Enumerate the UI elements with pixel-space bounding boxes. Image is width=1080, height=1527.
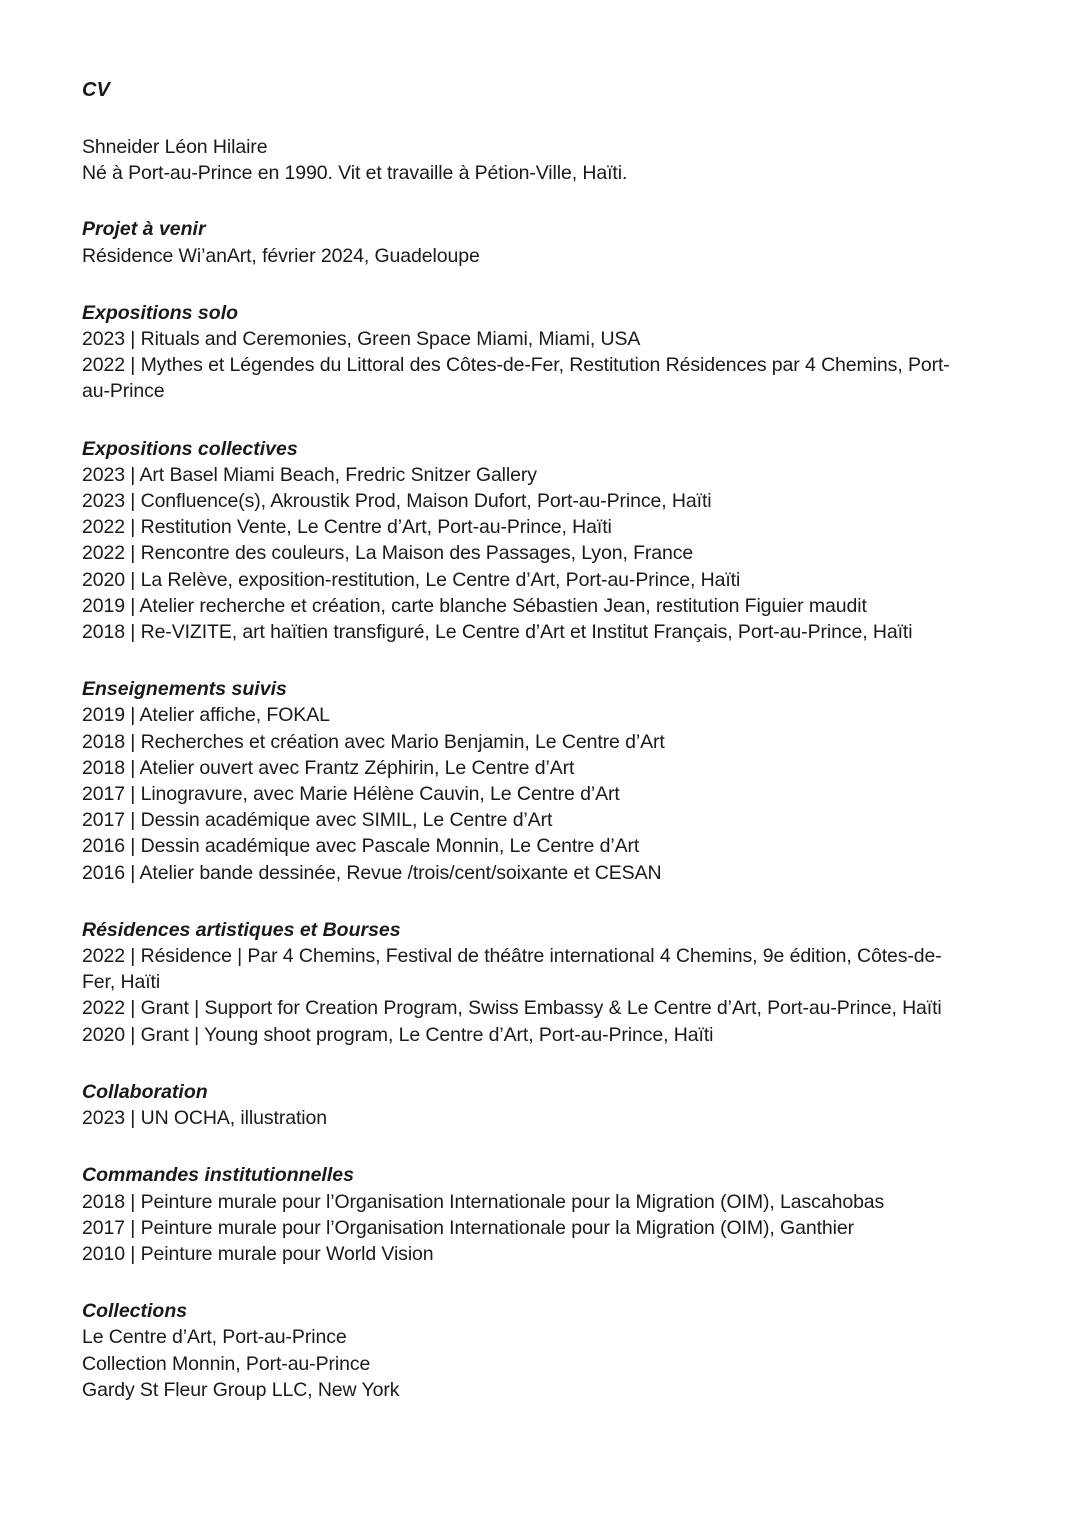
section-line: Gardy St Fleur Group LLC, New York xyxy=(82,1378,400,1401)
section-solo-exhibitions xyxy=(82,300,1012,405)
intro-block xyxy=(82,134,1012,186)
section-line: 2016 | Dessin académique avec Pascale Monnin, Le Centre d’Art xyxy=(82,835,640,858)
section-line: 2020 | Grant | Young shoot program, Le Centre d’Art, Port-au-Prince, Haïti xyxy=(82,1023,714,1046)
section-line: Résidence Wi’anArt, février 2024, Guadeloupe xyxy=(82,244,480,267)
section-line: 2017 | Linogravure, avec Marie Hélène Cauvin, Le Centre d’Art xyxy=(82,783,620,806)
section-heading: Collections xyxy=(82,1300,188,1323)
document-title: CV xyxy=(82,79,110,101)
section-training xyxy=(82,676,1012,886)
section-line: Fer, Haïti xyxy=(82,971,161,994)
section-line: 2016 | Atelier bande dessinée, Revue /trois/cent/soixante et CESAN xyxy=(82,861,662,884)
section-heading: Expositions solo xyxy=(82,301,239,324)
section-heading: Collaboration xyxy=(82,1080,208,1103)
section-line: 2019 | Atelier affiche, FOKAL xyxy=(82,704,330,727)
section-line: au-Prince xyxy=(82,380,165,403)
section-line: 2018 | Peinture murale pour l’Organisation Internationale pour la Migration (OIM), Lascahobas xyxy=(82,1190,885,1213)
section-upcoming-project xyxy=(82,216,1012,268)
section-heading: Expositions collectives xyxy=(82,437,298,460)
artist-name: Shneider Léon Hilaire xyxy=(82,136,268,158)
section-line: 2018 | Atelier ouvert avec Frantz Zéphirin, Le Centre d’Art xyxy=(82,756,575,779)
section-group-exhibitions xyxy=(82,436,1012,646)
cv-page xyxy=(82,76,1012,1434)
section-line: 2022 | Restitution Vente, Le Centre d’Art, Port-au-Prince, Haïti xyxy=(82,516,612,539)
section-heading: Projet à venir xyxy=(82,218,206,241)
section-line: 2020 | La Relève, exposition-restitution, Le Centre d’Art, Port-au-Prince, Haïti xyxy=(82,568,741,591)
section-heading: Enseignements suivis xyxy=(82,678,287,701)
section-line: 2018 | Re-VIZITE, art haïtien transfiguré, Le Centre d’Art et Institut Français, Port-au-Prince, Haïti xyxy=(82,621,913,644)
section-line: 2017 | Peinture murale pour l’Organisation Internationale pour la Migration (OIM), Ganthier xyxy=(82,1216,855,1239)
section-line: 2010 | Peinture murale pour World Vision xyxy=(82,1242,434,1265)
section-line: 2022 | Résidence | Par 4 Chemins, Festival de théâtre international 4 Chemins, 9e édition, Côtes-de- xyxy=(82,945,942,968)
section-line: 2023 | Rituals and Ceremonies, Green Space Miami, Miami, USA xyxy=(82,328,641,351)
section-line: 2023 | UN OCHA, illustration xyxy=(82,1107,328,1130)
section-residencies-grants xyxy=(82,917,1012,1048)
section-line: Collection Monnin, Port-au-Prince xyxy=(82,1352,371,1375)
section-institutional-commissions xyxy=(82,1162,1012,1267)
section-line: 2022 | Grant | Support for Creation Program, Swiss Embassy & Le Centre d’Art, Port-au-Prince, Haïti xyxy=(82,997,942,1020)
section-heading: Commandes institutionnelles xyxy=(82,1164,354,1187)
section-collaboration xyxy=(82,1079,1012,1131)
section-line: 2022 | Rencontre des couleurs, La Maison des Passages, Lyon, France xyxy=(82,542,694,565)
section-line: 2017 | Dessin académique avec SIMIL, Le Centre d’Art xyxy=(82,809,553,832)
section-line: Le Centre d’Art, Port-au-Prince xyxy=(82,1326,347,1349)
section-line: 2023 | Confluence(s), Akroustik Prod, Maison Dufort, Port-au-Prince, Haïti xyxy=(82,490,712,513)
artist-bio: Né à Port-au-Prince en 1990. Vit et travaille à Pétion-Ville, Haïti. xyxy=(82,162,628,185)
section-line: 2019 | Atelier recherche et création, carte blanche Sébastien Jean, restitution Figuier maudit xyxy=(82,594,867,617)
section-line: 2022 | Mythes et Légendes du Littoral des Côtes-de-Fer, Restitution Résidences par 4 Chemins, Port- xyxy=(82,354,950,377)
section-line: 2018 | Recherches et création avec Mario Benjamin, Le Centre d’Art xyxy=(82,730,665,753)
section-heading: Résidences artistiques et Bourses xyxy=(82,918,401,941)
section-line: 2023 | Art Basel Miami Beach, Fredric Snitzer Gallery xyxy=(82,463,537,486)
section-collections xyxy=(82,1298,1012,1403)
